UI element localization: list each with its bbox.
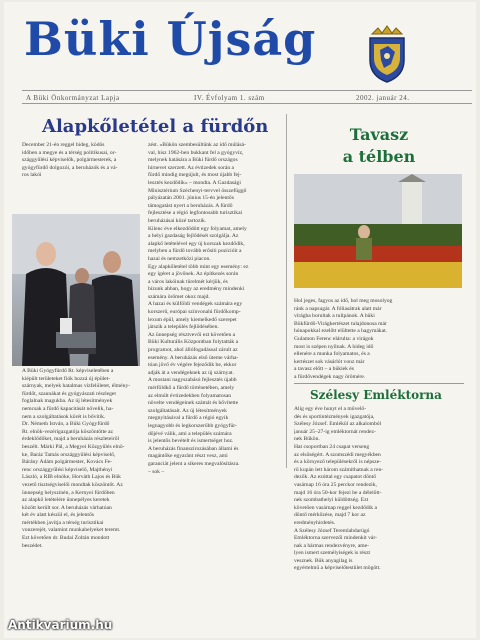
people-photo-icon <box>12 214 140 366</box>
article-text-line: mérföldkő a fürdő történetében, amely <box>148 385 235 391</box>
article-text-line: ros lakói <box>22 172 42 179</box>
article-text-line: ünnepség helyszínén, a Kernyei fürdőben <box>22 489 115 496</box>
sidebar-text-line: vesznek. Bük anyagilag is <box>294 557 353 564</box>
article-photo <box>12 214 140 366</box>
article-text-line: növelte vendégeinek számát és bővítette <box>148 400 239 407</box>
article-text-line: bízunk abban, hogy az eredmény mindenki <box>148 286 245 293</box>
sidebar-text-line: január 25–27-ig emléktornát rendez- <box>294 428 376 435</box>
article-text-line: is jelentős bevételt és ismertséget hoz. <box>148 438 234 445</box>
coat-of-arms-icon <box>364 24 410 84</box>
watermark-text: Antikvarium.hu <box>8 618 113 632</box>
article-text-line: két év alatt készül el, és jelentős <box>22 512 94 519</box>
article-text-line: szárnyak, melyek hatalmas vízfelületet, élmény- <box>22 383 131 390</box>
sidebar-text-line: nak a hármas rendezvényre, ame- <box>294 542 370 549</box>
article-text-line: időben a megye és a térség politikusai, or- <box>22 149 117 156</box>
caption-text-line: ellenére a munka folyamatos, és a <box>294 351 370 358</box>
article-text-line: szolgáltatásait. Az új létesítmények <box>148 407 227 414</box>
article-text-line: vonzerejét, valamint munkahelyeket teremt. <box>22 527 121 534</box>
article-text-line: alapkő letételével egy új korszak kezdődik, <box>148 240 245 247</box>
caption-text-line: most is szépen nyílnak. A hideg idő <box>294 343 374 350</box>
article-text-line: Az ünnepség résztvevői ezt követően a <box>148 331 236 338</box>
sidebar-text-line: A Szélesy József Teremlabdarúgó <box>294 527 370 534</box>
article-text-line: Rt. elnök-vezérigazgatója köszöntötte az <box>22 428 114 435</box>
article-text-line: lesztés kezdődik« – mondta. A Gazdasági <box>148 179 241 186</box>
article-text-line: beszédet. <box>22 542 43 549</box>
article-text-line: tóan jövő év végére fejeződik be, ekkor <box>148 362 237 369</box>
article-text-line: renc országgyűlési képviselő, Majthényi <box>22 466 113 473</box>
article-text-line: vezető tisztségviselői mondtak köszöntőt. Az <box>22 481 123 488</box>
article-text-line: támogatást nyert a beruházás. A fürdő <box>148 202 233 209</box>
article-text-line: az elmúlt évtizedekben folyamatosan <box>148 392 232 399</box>
article-text-line: érdeklődőket, majd a beruházás részleteiről <box>22 436 120 443</box>
article-text-line: kiépült területeket fiók hozzá új épület- <box>22 375 111 382</box>
article-text-line: László, a RIB elnöke, Horváth Lajos és Bük <box>22 474 121 481</box>
caption-text-line: a tavasz előtt – a bükiek és <box>294 366 354 373</box>
article-text-line: A hazai és külföldi vendégek számára egy <box>148 301 243 308</box>
sidebar-text-line: döntő mérkőzése, majd 7 kor az <box>294 512 366 519</box>
sidebar-text-line: egyértelmű a képviselőtestület mögött. <box>294 565 381 572</box>
article-column-1-top <box>22 142 140 204</box>
caption-text-line: hónapokkal ezelőtt elültette a hagymákat. <box>294 328 388 335</box>
article-text-line: Büki Kulturális Központban folytatták a <box>148 339 239 346</box>
sidebar-text-line: Hat csoportban 24 csapat verseng <box>294 443 370 450</box>
article-text-line: nem a szolgáltatások körét is bővítik. <box>22 413 106 420</box>
article-text-line: adják át a vendégeknek az új szárnyat. <box>148 369 234 376</box>
article-text-line: játszik a település fejlődésében. <box>148 324 219 331</box>
article-text-line: mértékben javítja a térség turisztikai <box>22 519 104 526</box>
sidebar-title <box>286 124 472 168</box>
issue-date: 2002. január 24. <box>356 94 410 102</box>
article-text-line: legnagyobb és legkorszerűbb gyógyfür- <box>148 422 237 429</box>
article-text-line: magántőke egyaránt részt vesz, ami <box>148 453 228 460</box>
main-headline: Alapkőletétel a fürdőn <box>42 116 269 137</box>
caption-text-line: a fürdővendégek nagy örömére. <box>294 373 366 380</box>
article-text-line: A Büki Gyógyfürdő Rt. képviseletében a <box>22 368 114 374</box>
article-text-line: Minisztérium Széchenyi-tervvel összefüggő <box>148 187 247 194</box>
divider <box>22 90 472 91</box>
divider <box>22 103 472 104</box>
sidebar-text-line: dezők. Az ezúttal egy csapatot döntő <box>294 474 377 481</box>
article-text-line: korszerű, európai színvonalú fürdőkomp- <box>148 309 241 316</box>
masthead-title: Büki Újság <box>24 12 317 66</box>
sidebar-text-line: majd 16 óra 50-kor fejezi be a délelőtt- <box>294 489 382 496</box>
article-text-line: val, hisz 1962-ben bukkant fel a gyógyvíz, <box>148 149 244 156</box>
sub-headline: Szélesy Emléktorna <box>310 388 442 402</box>
caption-text-line: Bükfürdő-Virágkertészet tulajdonosa már <box>294 320 387 327</box>
caption-text-line: Hol jeges, fagyos az idő, hol meg mosolyog <box>294 298 393 304</box>
sidebar-text-line: rű kupán lett három számíthatnak a ren- <box>294 466 384 473</box>
article-text-line: melyben a fürdő tovább erősíti pozícióit a <box>148 248 242 255</box>
article-text-line: Egy alapkőletétel több mint egy esemény: ez <box>148 263 249 270</box>
sidebar-text-line: dés és sportintézmények igazgatója, <box>294 413 375 420</box>
article-text-line: pályázatán 2001. június 15-én jelentős <box>148 195 234 202</box>
sidebar-title-line-2: a télben <box>342 147 416 166</box>
article-text-line: fürdő mindig megújult, és most újabb fej- <box>148 172 242 179</box>
garden-photo-icon <box>294 174 462 288</box>
sidebar-text-line: Emléktorna szervezői mindenkit vár- <box>294 535 377 542</box>
article-text-line: A beruházás finanszírozásában állami és <box>148 445 239 452</box>
caption-text-line: kertészet sok vásárlót vonz már <box>294 358 365 365</box>
article-column-2 <box>148 142 278 632</box>
article-text-line: a város lakóinak türelmét kérjük, és <box>148 278 228 285</box>
article-text-line: garanciát jelent a sikeres megvalósításra. <box>148 460 240 467</box>
article-text-line: megnyitásával a fürdő a régió egyik <box>148 415 229 422</box>
article-text-line: Kilenc éve elkezdődött egy folyamat, amely <box>148 225 247 232</box>
article-text-line: számára örömet okoz majd. <box>148 293 210 300</box>
article-text-line: között került sor. A beruházás várhatóan <box>22 504 112 511</box>
article-text-line: fürdőt, szaunákat és gyógyászati részleget <box>22 390 116 397</box>
article-column-1-bottom <box>22 368 140 632</box>
article-text-line: Ezt követően dr. Budai Zoltán mondott <box>22 535 110 542</box>
caption-text-line: Gulamon Ferenc elárulta: a virágok <box>294 335 374 342</box>
article-text-line: A mostani nagyszabású fejlesztés újabb <box>148 377 237 384</box>
sidebar-article <box>294 406 464 632</box>
article-text-line: szággyűlési képviselők, polgármesterek, a <box>22 157 117 164</box>
article-text-line: beszélt. Márki Pál, a Megyei Közgyűlés elnö- <box>22 443 125 450</box>
article-text-line: programot, ahol állófogadással zárult az <box>148 347 238 354</box>
article-text-line: zést. »Bükön szembesültünk az idő múlásá- <box>148 142 246 148</box>
caption-text-line: ránk a napsugár. A fóliasátrak alatt már <box>294 305 382 312</box>
article-text-line: az alapkő letételére ünnepélyes keretek <box>22 497 110 504</box>
sidebar-text-line: követően vasárnap reggel kezdődik a <box>294 504 377 511</box>
article-text-line: hírnevet szerzett. Az évtizedek során a <box>148 164 235 171</box>
publisher-line: A Büki Önkormányzat Lapja <box>26 94 120 102</box>
tulip-photo <box>294 174 462 288</box>
issue-number: IV. Évfolyam 1. szám <box>194 94 265 102</box>
article-text-line: egy ígéret a jövőnek. Az építkezés során <box>148 271 239 278</box>
article-text-line: – sok – <box>148 468 165 475</box>
sidebar-caption <box>294 298 464 382</box>
sidebar-text-line: Alig egy éve hunyt el a művelő- <box>294 406 367 412</box>
article-text-line: fejlesztése a régió legfontosabb turisztikai <box>148 210 243 217</box>
article-text-line: foglalnak magukba. Az új létesítmények <box>22 398 113 405</box>
article-text-line: a helyi gazdaság fejlődését szolgálja. Az <box>148 233 239 240</box>
article-text-line: nemcsak a fürdő kapacitását növelik, ha- <box>22 405 114 412</box>
article-text-line: dőjévé válik, ami a település számára <box>148 430 232 437</box>
newspaper-page <box>4 2 476 638</box>
article-text-line: beruházásai közé tartozik. <box>148 217 207 224</box>
article-text-line: gyógyfürdő dolgozói, a beruházók és a vá- <box>22 164 118 171</box>
sidebar-text-line: az elsőségért. A szomszédi megyékben <box>294 451 381 458</box>
article-text-line: esemény. A beruházás első üteme várha- <box>148 354 239 361</box>
sidebar-title-line-1: Tavasz <box>349 125 409 144</box>
sidebar-text-line: vasárnap 16 óra 25 perckor rendezik, <box>294 481 377 488</box>
article-text-line: melynek hatására a Büki fürdő országos <box>148 157 238 164</box>
caption-text-line: virágba borultak a tulipánok. A büki <box>294 313 375 320</box>
sidebar-text-line: lyen ismert személyiségek is részt <box>294 550 371 557</box>
article-text-line: ke, Baráz Tamás országgyűlési képviselő, <box>22 451 116 458</box>
article-text-line: Bárány Ádám polgármester, Kovács Fe- <box>22 459 113 466</box>
sidebar-text-line: és a környező településekről is népsze- <box>294 459 382 466</box>
sidebar-text-line: nek Bükön. <box>294 436 320 443</box>
sidebar-text-line: Szélesy József. Emlékül az alkalomból <box>294 421 382 428</box>
article-text-line: December 21-én reggel hideg, ködös <box>22 142 105 148</box>
article-text-line: hazai és nemzetközi piacon. <box>148 255 211 262</box>
divider <box>294 383 464 384</box>
article-text-line: lexum épül, amely kiemelkedő szerepet <box>148 316 237 323</box>
sidebar-text-line: nek szombathelyi küldöttség. Ezt <box>294 497 369 504</box>
sidebar-text-line: eredményhirdetés. <box>294 519 336 526</box>
article-text-line: Dr. Németh István, a Büki Gyógyfürdő <box>22 421 110 428</box>
